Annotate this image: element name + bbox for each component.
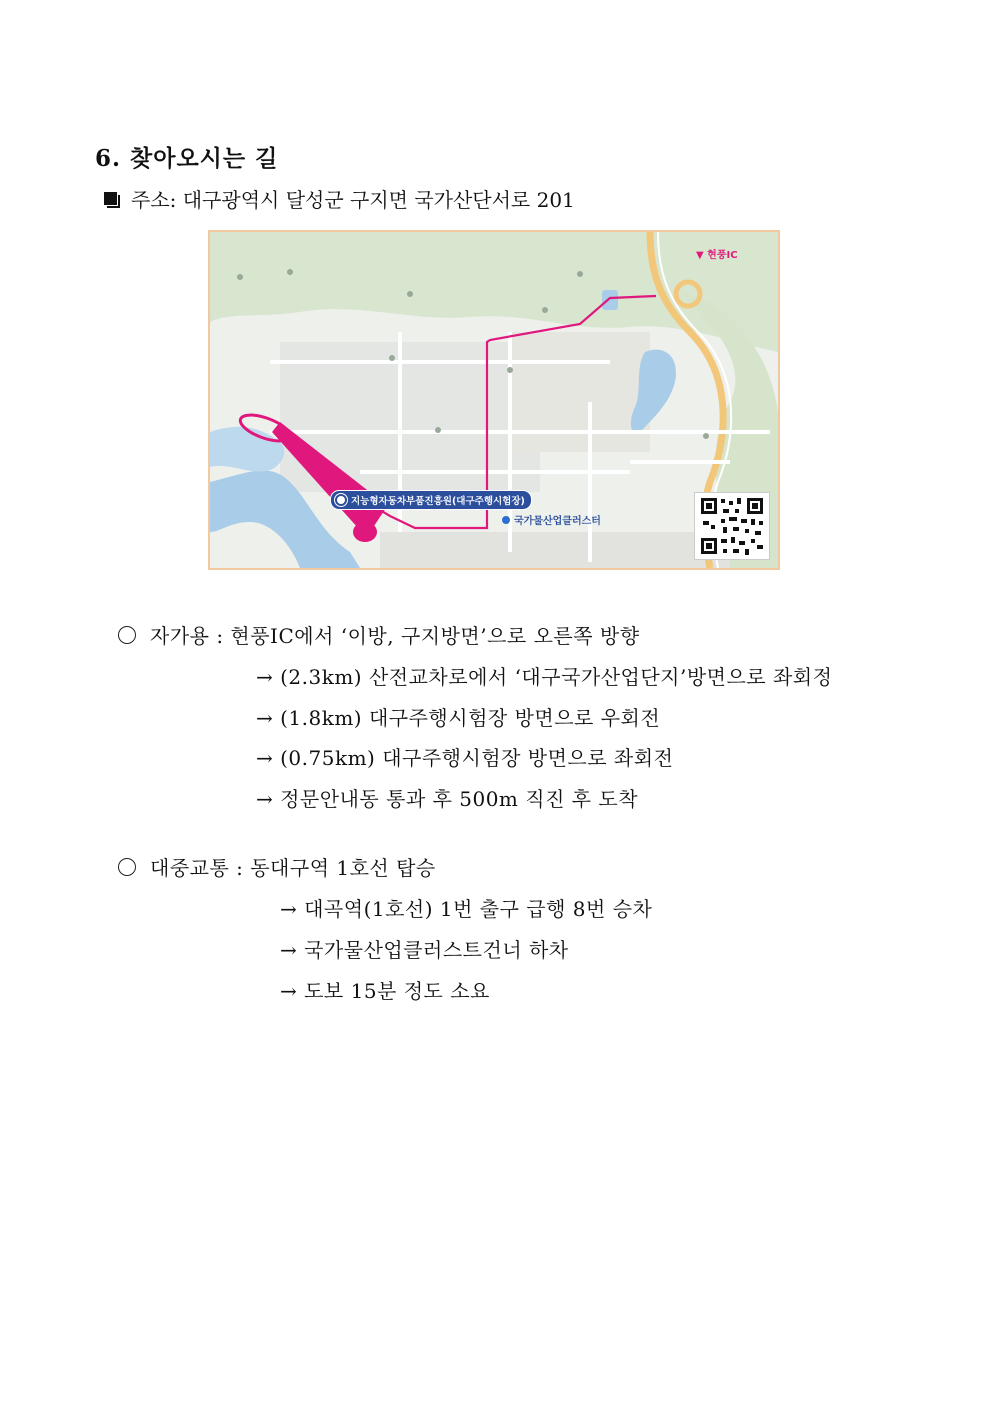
checkbox-bullet-icon	[104, 192, 117, 205]
destination-text: 지능형자동차부품진흥원(대구주행시험장)	[351, 496, 525, 507]
ic-label: ▼ 현풍IC	[696, 250, 738, 261]
section-heading: 6. 찾아오시는 길	[95, 145, 279, 172]
transit-step: → 대곡역(1호선) 1번 출구 급행 8번 승차	[280, 897, 653, 921]
circle-bullet-icon	[118, 858, 136, 876]
car-title-text: 자가용 : 현풍IC에서 ‘이방, 구지방면’으로 오른쪽 방향	[150, 624, 640, 648]
location-pin-icon	[335, 494, 347, 506]
car-step: → (1.8km) 대구주행시험장 방면으로 우회전	[256, 706, 661, 730]
car-directions-title	[118, 620, 640, 649]
qr-code	[694, 492, 770, 560]
bus-stop-label	[502, 512, 601, 527]
car-step: → (0.75km) 대구주행시험장 방면으로 좌회전	[256, 746, 674, 770]
car-step: → (2.3km) 산전교차로에서 ‘대구국가산업단지’방면으로 좌회정	[256, 665, 833, 689]
transit-title-text: 대중교통 : 동대구역 1호선 탑승	[150, 856, 436, 880]
transit-step: → 국가물산업클러스트건너 하차	[280, 938, 569, 962]
bus-stop-dot-icon	[502, 516, 510, 524]
address-line	[104, 184, 575, 213]
location-map	[208, 230, 780, 570]
address-text: 주소: 대구광역시 달성군 구지면 국가산단서로 201	[131, 188, 575, 212]
destination-label	[330, 490, 532, 510]
map-graphic	[210, 232, 778, 568]
circle-bullet-icon	[118, 626, 136, 644]
qr-code-icon	[695, 493, 769, 559]
transit-step: → 도보 15분 정도 소요	[280, 979, 490, 1003]
transit-directions-title	[118, 852, 436, 881]
car-step: → 정문안내동 통과 후 500m 직진 후 도착	[256, 787, 639, 811]
bus-stop-text: 국가물산업클러스터	[514, 516, 601, 527]
